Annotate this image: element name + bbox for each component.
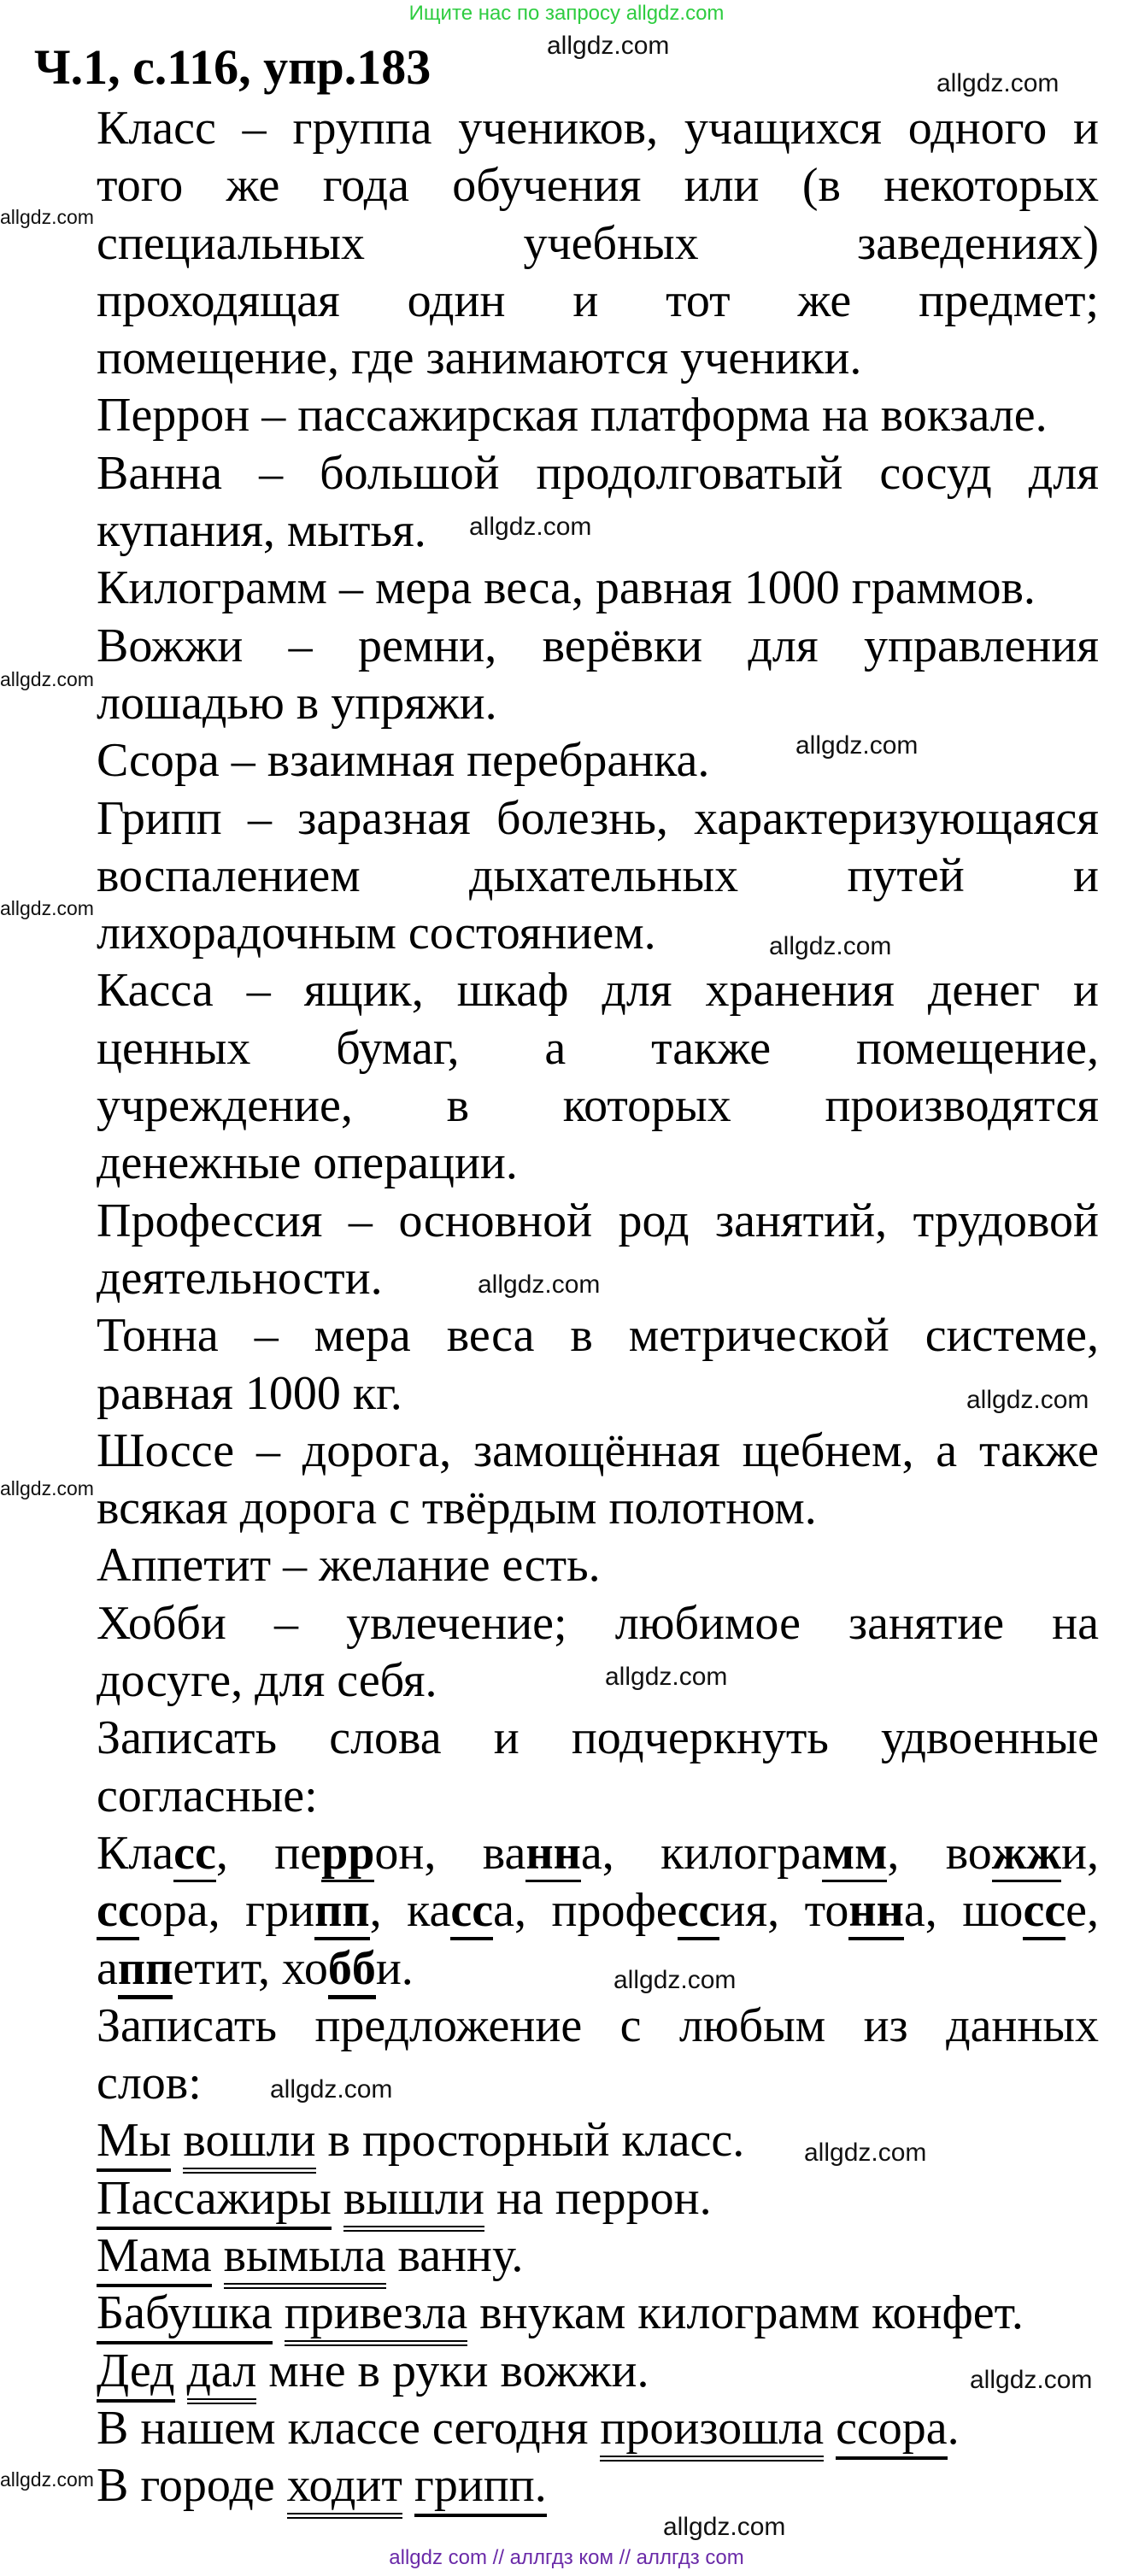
text-line: [97, 2343, 1099, 2400]
line-text: досуге, для себя.: [97, 1654, 437, 1708]
text-line: [97, 1710, 1099, 1767]
line-text: мне в руки вожжи.: [256, 2344, 649, 2397]
line-text: а: [97, 1941, 118, 1995]
line-text: [273, 2286, 285, 2339]
line-text: ванну.: [385, 2228, 524, 2282]
predicate-word: вышли: [343, 2172, 484, 2232]
line-text: [171, 2114, 183, 2167]
line-text: Аппетит – желание есть.: [97, 1539, 601, 1593]
text-line: [97, 1768, 1099, 1825]
line-text: купания, мытья.: [97, 504, 426, 558]
watermark-text: allgdz.com: [0, 1477, 94, 1499]
text-line: [97, 790, 1099, 848]
line-text: Килограмм – мера веса, равная 1000 граммов.: [97, 561, 1036, 615]
text-line: [97, 1480, 1099, 1537]
line-text: етит, хо: [173, 1941, 328, 1995]
doubled-consonant: пп: [118, 1942, 173, 1999]
line-text: деятельности.: [97, 1251, 383, 1305]
line-text: Перрон – пассажирская платформа на вокзале.: [97, 389, 1048, 443]
doubled-consonant: сс: [450, 1884, 493, 1939]
watermark-text: allgdz.com: [663, 2513, 786, 2541]
text-line: [97, 1940, 1099, 1998]
line-text: слов:: [97, 2057, 202, 2110]
line-text: Хобби – увлечение; любимое занятие на: [97, 1596, 1099, 1650]
text-line: [97, 1307, 1099, 1364]
text-line: [97, 1882, 1099, 1939]
text-line: [97, 1537, 1099, 1594]
line-text: , ка: [369, 1884, 451, 1938]
line-text: учреждение, в которых производятся: [97, 1079, 1099, 1133]
text-line: [97, 1365, 1099, 1423]
text-line: [97, 675, 1099, 732]
text-line: [97, 2055, 1099, 2112]
watermark-text: allgdz.com: [795, 731, 919, 760]
doubled-consonant: сс: [97, 1884, 139, 1939]
line-text: он, ва: [374, 1826, 526, 1880]
text-line: [97, 1998, 1099, 2055]
line-text: Шоссе – дорога, замощённая щебнем, а также: [97, 1423, 1099, 1477]
watermark-text: allgdz.com: [769, 932, 892, 960]
text-line: [97, 445, 1099, 502]
line-text: а, шо: [903, 1884, 1024, 1938]
predicate-word: произошла: [600, 2402, 824, 2462]
predicate-word: дал: [187, 2344, 257, 2404]
text-line: [97, 962, 1099, 1019]
doubled-consonant: сс: [1023, 1884, 1065, 1939]
line-text: воспалением дыхательных путей и: [97, 848, 1099, 902]
watermark-text: allgdz.com: [547, 32, 670, 60]
doubled-consonant: нн: [525, 1827, 581, 1882]
text-line: [97, 330, 1099, 387]
line-text: Класс – группа учеников, учащихся одного и: [97, 102, 1099, 155]
text-line: [97, 273, 1099, 330]
line-text: [212, 2229, 224, 2282]
line-text: а, килогра: [580, 1826, 823, 1880]
line-text: [175, 2344, 187, 2397]
doubled-consonant: сс: [173, 1827, 216, 1882]
exercise-content: [97, 100, 1099, 2514]
text-line: [97, 2400, 1099, 2457]
line-text: лошадью в упряжи.: [97, 676, 497, 730]
text-line: [97, 1825, 1099, 1882]
subject-word: Мы: [97, 2114, 171, 2172]
text-line: [97, 1652, 1099, 1710]
text-line: [97, 618, 1099, 675]
watermark-text: allgdz.com: [970, 2366, 1093, 2394]
doubled-consonant: рр: [321, 1827, 374, 1882]
search-banner: Ищите нас по запросу allgdz.com: [408, 2, 725, 25]
line-text: Ссора – взаимная перебранка.: [97, 734, 710, 788]
subject-word: Мама: [97, 2229, 212, 2287]
text-line: [97, 2457, 1099, 2514]
subject-word: Бабушка: [97, 2286, 273, 2344]
text-line: [97, 215, 1099, 273]
line-text: помещение, где занимаются ученики.: [97, 332, 862, 385]
line-text: Касса – ящик, шкаф для хранения денег и: [97, 964, 1099, 1018]
text-line: [97, 560, 1099, 617]
predicate-word: привезла: [285, 2286, 468, 2346]
text-line: [97, 732, 1099, 789]
watermark-text: allgdz.com: [804, 2139, 927, 2167]
text-line: [97, 387, 1099, 444]
text-line: [97, 2112, 1099, 2169]
line-text: проходящая один и тот же предмет;: [97, 273, 1099, 327]
subject-word: Дед: [97, 2344, 175, 2403]
doubled-consonant: пп: [314, 1884, 370, 1939]
line-text: .: [947, 2401, 960, 2455]
predicate-word: вошли: [183, 2114, 315, 2174]
line-text: Записать слова и подчеркнуть удвоенные: [97, 1711, 1099, 1765]
line-text: ора, гри: [138, 1884, 315, 1938]
text-line: [97, 2227, 1099, 2285]
doubled-consonant: мм: [822, 1827, 887, 1882]
doubled-consonant: жж: [992, 1827, 1061, 1882]
text-line: [97, 1423, 1099, 1480]
watermark-text: allgdz.com: [478, 1270, 601, 1299]
watermark-text: allgdz.com: [469, 513, 592, 541]
line-text: а, профе: [493, 1884, 678, 1938]
text-line: [97, 1135, 1099, 1192]
text-line: [97, 2170, 1099, 2227]
subject-word: грипп.: [414, 2459, 547, 2517]
line-text: равная 1000 кг.: [97, 1366, 402, 1420]
line-text: специальных учебных заведениях): [97, 216, 1099, 270]
line-text: всякая дорога с твёрдым полотном.: [97, 1482, 817, 1535]
footer-watermark: allgdz com // аллгдз ком // аллгдз com: [389, 2546, 744, 2569]
text-line: [97, 1595, 1099, 1652]
line-text: Кла: [97, 1826, 174, 1880]
watermark-text: allgdz.com: [605, 1663, 728, 1691]
text-line: [97, 905, 1099, 962]
text-line: [97, 1193, 1099, 1250]
line-text: в просторный класс.: [315, 2114, 745, 2168]
line-text: Профессия – основной род занятий, трудовой: [97, 1194, 1099, 1247]
line-text: Вожжи – ремни, верёвки для управления: [97, 619, 1099, 672]
watermark-text: allgdz.com: [613, 1966, 737, 1994]
line-text: , во: [887, 1826, 992, 1880]
text-line: [97, 502, 1099, 560]
line-text: того же года обучения или (в некоторых: [97, 159, 1099, 213]
line-text: Записать предложение с любым из данных: [97, 1998, 1099, 2052]
line-text: ия, то: [719, 1884, 849, 1938]
line-text: е,: [1065, 1884, 1099, 1938]
line-text: [332, 2172, 343, 2225]
text-line: [97, 100, 1099, 157]
text-line: [97, 1020, 1099, 1077]
text-line: [97, 2285, 1099, 2342]
line-text: В нашем классе сегодня: [97, 2401, 601, 2455]
line-text: и,: [1061, 1826, 1099, 1880]
text-line: [97, 1077, 1099, 1135]
line-text: Тонна – мера веса в метрической системе,: [97, 1309, 1099, 1363]
line-text: Ванна – большой продолговатый сосуд для: [97, 446, 1099, 500]
watermark-text: allgdz.com: [0, 2468, 94, 2491]
text-line: [97, 848, 1099, 905]
predicate-word: ходит: [287, 2459, 402, 2519]
watermark-text: allgdz.com: [0, 668, 94, 690]
line-text: на перрон.: [484, 2171, 712, 2225]
watermark-text: allgdz.com: [0, 897, 94, 919]
watermark-text: allgdz.com: [936, 69, 1060, 97]
doubled-consonant: сс: [678, 1884, 720, 1939]
predicate-word: вымыла: [224, 2229, 386, 2289]
line-text: согласные:: [97, 1769, 318, 1822]
text-line: [97, 157, 1099, 214]
subject-word: ссора: [836, 2402, 948, 2460]
doubled-consonant: нн: [848, 1884, 904, 1939]
exercise-title: Ч.1, с.116, упр.183: [34, 39, 431, 95]
watermark-text: allgdz.com: [0, 206, 94, 228]
line-text: В городе: [97, 2459, 287, 2513]
line-text: [402, 2459, 414, 2512]
line-text: и.: [375, 1941, 414, 1995]
line-text: Грипп – заразная болезнь, характеризующаяся: [97, 791, 1099, 845]
line-text: внукам килограмм конфет.: [467, 2286, 1024, 2340]
doubled-consonant: бб: [328, 1942, 376, 1999]
line-text: , пе: [215, 1826, 322, 1880]
subject-word: Пассажиры: [97, 2172, 332, 2230]
watermark-text: allgdz.com: [966, 1386, 1089, 1414]
line-text: денежные операции.: [97, 1136, 518, 1190]
line-text: лихорадочным состоянием.: [97, 907, 656, 960]
watermark-text: allgdz.com: [270, 2075, 393, 2104]
line-text: ценных бумаг, а также помещение,: [97, 1021, 1099, 1075]
line-text: [824, 2402, 836, 2455]
